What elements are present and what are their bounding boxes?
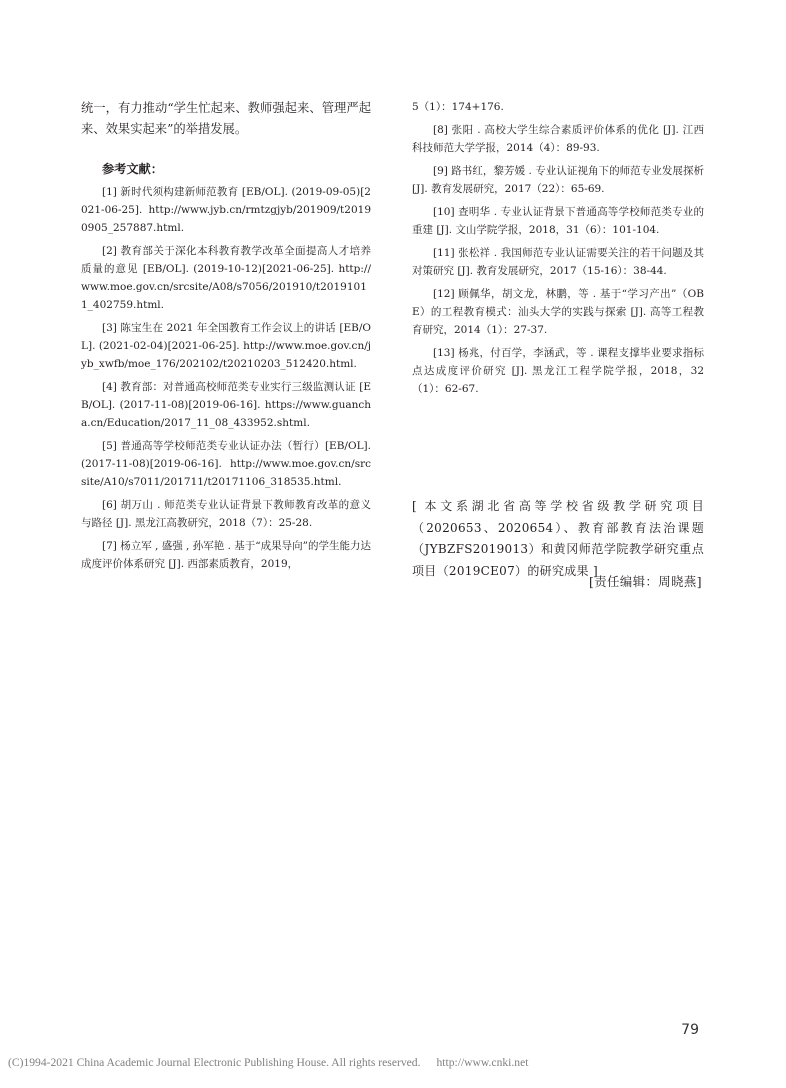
reference-4: [4] 教育部：对普通高校师范类专业实行三级监测认证 [EB/OL]. (2017-11-08)[2019-06-16]. https://www.guancha.cn/Education/2017_11_08_433952.shtml. [81,381,371,429]
reference-10: [10] 查明华 . 专业认证背景下普通高等学校师范类专业的重建 [J]. 文山学院学报，2018，31（6）：101-104. [412,206,704,236]
page-number: 79 [681,1022,699,1038]
copyright-footer [8,1056,778,1069]
reference-9: [9] 路书红，黎芳媛 . 专业认证视角下的师范专业发展探析 [J]. 教育发展研究，2017（22）：65-69. [412,165,704,195]
reference-3: [3] 陈宝生在 2021 年全国教育工作会议上的讲话 [EB/OL]. (2021-02-04)[2021-06-25]. http://www.moe.gov.cn/jyb_xwfb/moe_176/202102/t20210203_512420.html. [81,322,371,370]
left-column [81,98,371,578]
reference-13: [13] 杨兆，付百学，李涵武，等 . 课程支撑毕业要求指标点达成度评价研究 [J]. 黑龙江工程学院学报，2018，32（1）：62-67. [412,347,704,395]
footer-url[interactable]: http://www.cnki.net [436,1056,529,1069]
body-paragraph: 统一，有力推动“学生忙起来、教师强起来、管理严起来、效果实起来”的举措发展。 [81,101,371,136]
reference-5: [5] 普通高等学校师范类专业认证办法（暂行）[EB/OL]. (2017-11-08)[2019-06-16]. http://www.moe.gov.cn/srcsite/A10/s7011/201711/t20171106_318535.html. [81,440,371,488]
references-heading: 参考文献： [102,162,163,176]
responsible-editor: [责任编辑：周晓燕] [589,575,702,589]
reference-12: [12] 顾佩华，胡文龙，林鹏，等 . 基于“学习产出”（OBE）的工程教育模式：汕头大学的实践与探索 [J]. 高等工程教育研究，2014（1）：27-37. [412,288,704,336]
reference-11: [11] 张松祥 . 我国师范专业认证需要关注的若干问题及其对策研究 [J]. 教育发展研究，2017（15-16）：38-44. [412,247,704,277]
right-column [412,98,704,403]
copyright-text: (C)1994-2021 China Academic Journal Electronic Publishing House. All rights reserved. [8,1056,421,1069]
reference-2: [2] 教育部关于深化本科教育教学改革全面提高人才培养质量的意见 [EB/OL]. (2019-10-12)[2021-06-25]. http://www.moe.gov.cn/srcsite/A08/s7056/201910/t20191011_402759.html. [81,245,371,311]
reference-8: [8] 张阳 . 高校大学生综合素质评价体系的优化 [J]. 江西科技师范大学学报，2014（4）：89-93. [412,124,704,154]
reference-7: [7] 杨立军 , 盛强 , 孙军艳 . 基于“成果导向”的学生能力达成度评价体系研究 [J]. 西部素质教育，2019， [81,540,371,570]
reference-1: [1] 新时代须构建新师范教育 [EB/OL]. (2019-09-05)[2021-06-25]. http://www.jyb.cn/rmtzgjyb/201909/t20190905_257887.html. [81,186,371,234]
funding-note: [ 本文系湖北省高等学校省级教学研究项目（2020653、2020654）、教育部教育法治课题（JYBZFS2019013）和黄冈师范学院教学研究重点项目（2019CE07）的研究成果 ] [412,499,704,578]
reference-6: [6] 胡万山 . 师范类专业认证背景下教师教育改革的意义与路径 [J]. 黑龙江高教研究，2018（7）：25-28. [81,499,371,529]
reference-7-continued: 5（1）：174+176. [412,101,504,113]
